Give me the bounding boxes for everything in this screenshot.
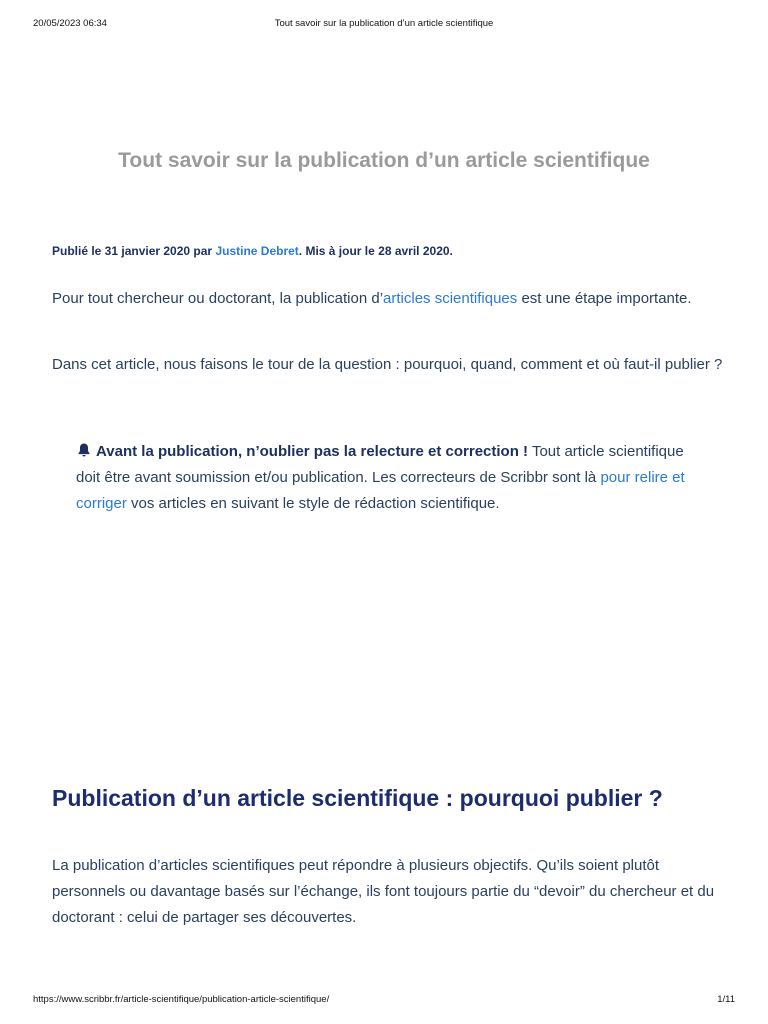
callout-text-1: Tout article scientifique doit être avant soumission et/ou publication. Les correcteurs de Scribbr sont là xyxy=(76,443,684,486)
intro-paragraph-1 xyxy=(52,286,724,312)
intro-paragraph-2: Dans cet article, nous faisons le tour de la question : pourquoi, quand, comment et où faut-il publier ? xyxy=(52,356,723,373)
page-number: 1/11 xyxy=(717,994,735,1005)
section-1-paragraph: La publication d’articles scientifiques peut répondre à plusieurs objectifs. Qu’ils soient plutôt personnels ou davantage basés sur l’échange, ils font toujours partie du “devoir” du chercheur et du doctorant : celui de partager ses découvertes. xyxy=(52,857,715,926)
intro-1-text-after: est une étape importante. xyxy=(517,290,692,307)
articles-scientifiques-link[interactable]: articles scientifiques xyxy=(383,290,518,307)
published-date: Publié le 31 janvier 2020 par xyxy=(52,244,216,258)
article-title: Tout savoir sur la publication d’un article scientifique xyxy=(118,149,650,172)
callout-text-2: vos articles en suivant le style de rédaction scientifique. xyxy=(126,495,500,512)
print-header xyxy=(33,18,735,32)
author-link[interactable]: Justine Debret xyxy=(215,244,299,258)
intro-1-text-before: Pour tout chercheur ou doctorant, la publication d’ xyxy=(52,290,384,307)
print-footer xyxy=(33,994,735,1008)
print-datetime: 20/05/2023 06:34 xyxy=(33,18,107,29)
callout-bold-text: Avant la publication, n’oublier pas la relecture et correction ! xyxy=(96,443,529,460)
proofreading-callout xyxy=(76,439,706,517)
relire-corriger-link[interactable]: pour relire et corriger xyxy=(76,469,685,512)
bell-icon xyxy=(76,442,92,458)
print-url: https://www.scribbr.fr/article-scientifique/publication-article-scientifique/ xyxy=(33,994,330,1005)
updated-date: . Mis à jour le 28 avril 2020. xyxy=(298,244,453,258)
section-heading-pourquoi: Publication d’un article scientifique : pourquoi publier ? xyxy=(52,785,663,811)
article-meta xyxy=(52,244,453,258)
print-doc-title: Tout savoir sur la publication d’un article scientifique xyxy=(274,18,494,29)
